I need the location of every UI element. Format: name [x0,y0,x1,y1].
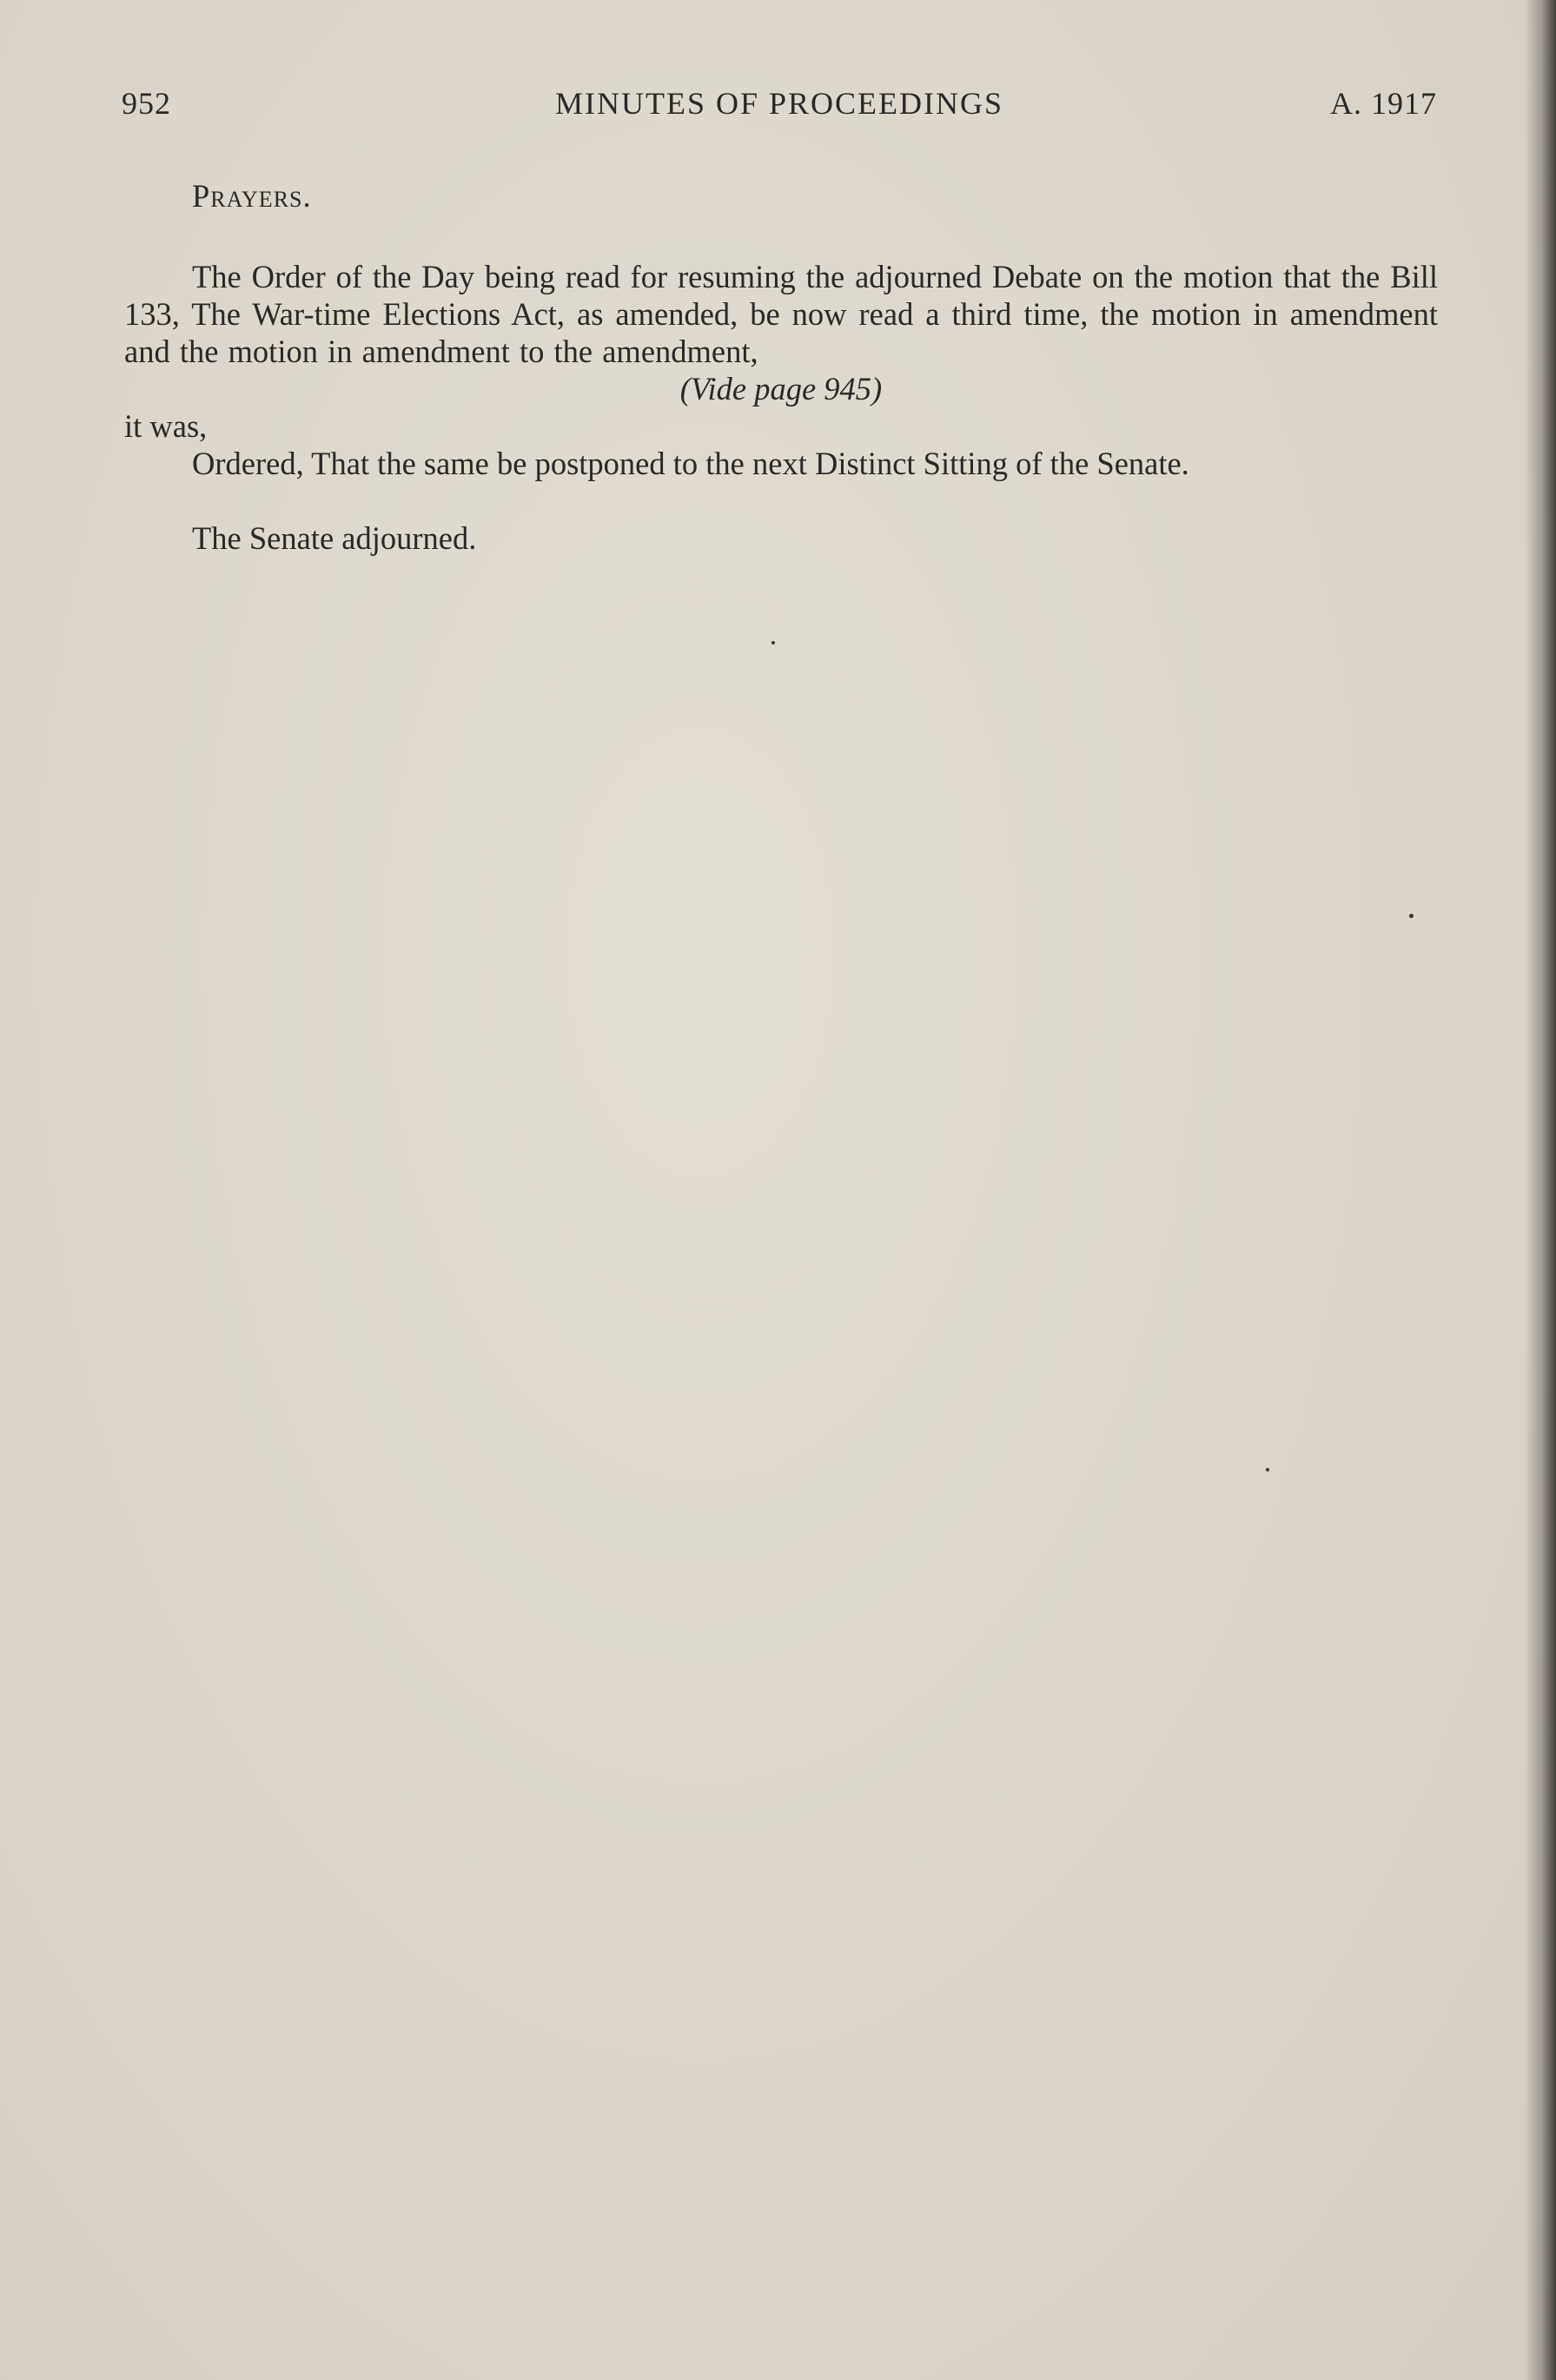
paper-speck [1409,914,1414,918]
page-number: 952 [122,86,171,121]
ordered-line: Ordered, That the same be postponed to the next Distinct Sitting of the Senate. [192,446,1189,481]
order-of-day-paragraph: The Order of the Day being read for resuming the adjourned Debate on the motion that the Bill 133, The War-time Elections Act, as amended, be now read a third time, the motion in amendment and the motion in amendment to the amendment, [124,259,1438,369]
paper-speck [771,641,775,645]
vide-reference: (Vide page 945) [679,371,883,407]
running-head [122,85,1437,123]
running-title: MINUTES OF PROCEEDINGS [554,86,1004,121]
adjournment-line: The Senate adjourned. [192,520,477,556]
running-year: A. 1917 [1330,86,1437,121]
page-edge-shadow [1525,0,1556,2380]
it-was-line: it was, [124,408,208,444]
section-heading: Prayers. [192,178,312,214]
paper-speck [1266,1468,1269,1471]
body-text [124,177,1438,557]
